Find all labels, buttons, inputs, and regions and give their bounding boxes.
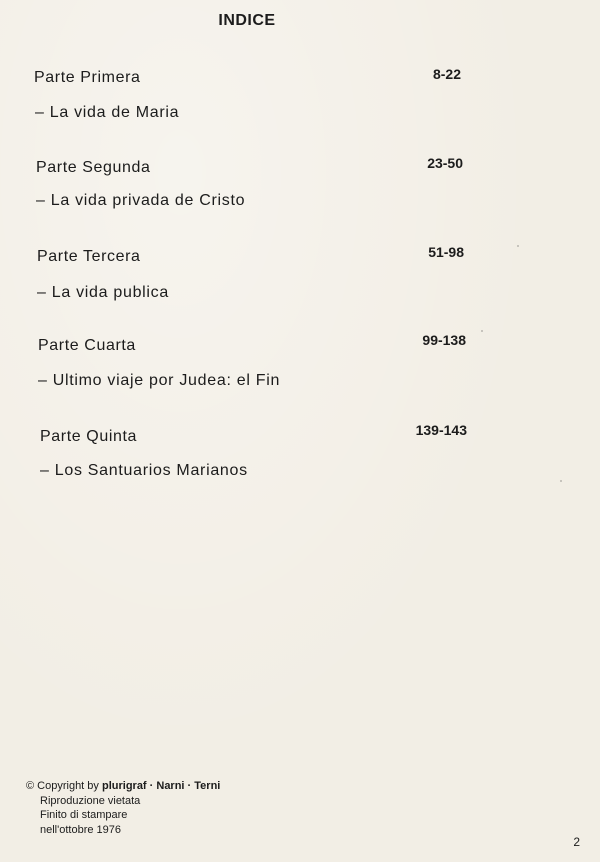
toc-page-range: 139-143 — [415, 422, 467, 438]
toc-page-range: 51-98 — [428, 244, 464, 260]
copyright-line — [26, 779, 220, 794]
toc-part-title: Parte Primera — [34, 69, 141, 86]
printing-date: nell'ottobre 1976 — [40, 823, 121, 836]
toc-part-title: Parte Cuarta — [38, 337, 136, 354]
copyright-prefix: © Copyright by — [26, 780, 99, 792]
toc-subtitle: – La vida publica — [37, 284, 169, 301]
toc-page-range: 99-138 — [422, 332, 466, 348]
toc-subtitle: – Los Santuarios Marianos — [40, 462, 248, 479]
page-number: 2 — [573, 835, 580, 849]
toc-subtitle: – La vida privada de Cristo — [36, 192, 246, 209]
toc-page-range: 8-22 — [432, 66, 461, 82]
toc-part-title: Parte Quinta — [40, 428, 138, 445]
publisher-name: plurigraf · Narni · Terni — [101, 780, 221, 792]
printing-notice: Finito di stampare — [40, 809, 128, 821]
toc-part-title: Parte Segunda — [36, 159, 151, 176]
paper-speck — [517, 245, 519, 247]
paper-speck — [560, 480, 562, 482]
toc-page-range: 23-50 — [427, 155, 463, 171]
paper-speck — [481, 330, 483, 332]
reproduction-notice: Riproduzione vietata — [40, 794, 141, 807]
toc-part-title: Parte Tercera — [37, 248, 141, 265]
page-title: INDICE — [218, 12, 276, 29]
toc-subtitle: – La vida de Maria — [35, 104, 180, 121]
toc-subtitle: – Ultimo viaje por Judea: el Fin — [38, 372, 281, 389]
colophon — [26, 779, 220, 837]
